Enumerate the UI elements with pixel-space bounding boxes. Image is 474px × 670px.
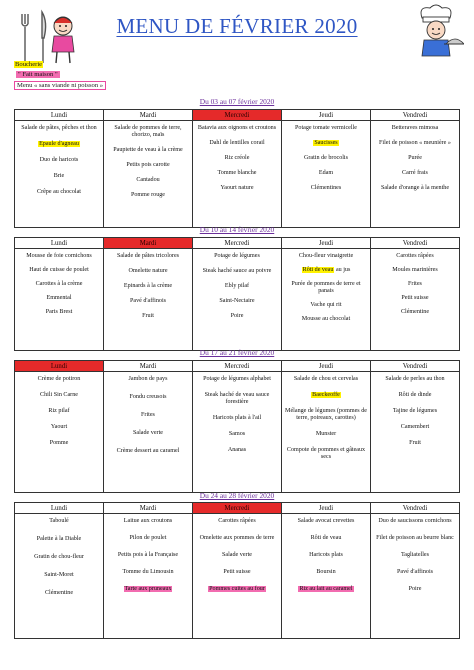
- dish-item: Haricots plats à l'ail: [212, 415, 262, 421]
- dish-item: Boursin: [316, 569, 336, 575]
- dish-item: Rôti de veau au jus: [302, 267, 351, 273]
- dish-item: Tagliatelles: [401, 552, 429, 558]
- dish-item: Duo de haricots: [39, 157, 79, 163]
- dish-item: Rôti de dinde: [398, 392, 432, 398]
- dish-item: Epaule d'agneau: [39, 141, 79, 147]
- week-title: Du 03 au 07 février 2020: [199, 97, 275, 106]
- legend-boucherie: Boucherie: [15, 61, 43, 68]
- dish-item: Salade de pâtes, pêches et thon: [21, 125, 97, 131]
- dish-item: Carottes râpées: [396, 253, 434, 259]
- dish-item: Salade verte: [133, 430, 163, 436]
- day-menu-cell: [193, 372, 282, 493]
- week-title: Du 10 au 14 février 2020: [199, 225, 275, 234]
- dish-item: Pavé d'affinois: [129, 298, 167, 304]
- dish-item: Petit suisse: [223, 569, 251, 575]
- dish-item: Pomme: [49, 440, 69, 446]
- dish-item: Edam: [318, 170, 334, 176]
- dish-item: Crème de potiron: [37, 376, 81, 382]
- dish-item: Salade d'orange à la menthe: [380, 185, 450, 191]
- dish-item: Laitue aux croutons: [123, 518, 173, 524]
- day-menu-cell: [282, 514, 371, 639]
- dish-item: Ananas: [227, 447, 247, 453]
- dish-item: Munster: [315, 431, 337, 437]
- day-menu-cell: [193, 121, 282, 228]
- dish-item: Salade de pâtes tricolores: [116, 253, 180, 259]
- day-header-jeudi: Jeudi: [282, 503, 371, 514]
- week-title: Du 24 au 28 février 2020: [199, 491, 275, 500]
- dish-item: Camembert: [400, 424, 430, 430]
- fork-icon: [22, 14, 28, 63]
- dish-item: Mousse de foie cornichons: [26, 253, 92, 259]
- dish-item: Yaourt nature: [220, 185, 254, 191]
- day-menu-cell: [282, 249, 371, 351]
- day-menu-cell: [371, 249, 460, 351]
- chef-hat-icon: [421, 5, 451, 22]
- dish-item: Pomme rouge: [130, 192, 166, 198]
- dish-item: Pilon de poulet: [129, 535, 167, 541]
- week-table: [14, 109, 460, 228]
- dish-item: Gratin de brocolis: [304, 155, 348, 161]
- week-table: [14, 502, 460, 639]
- dish-item: Crème dessert au caramel: [116, 448, 180, 454]
- week-title: Du 17 au 21 février 2020: [199, 348, 275, 357]
- legend: [14, 60, 106, 90]
- dish-item: Petit suisse: [401, 295, 429, 301]
- dish-item: Petits pois à la Française: [117, 552, 179, 558]
- day-header-mardi: Mardi: [104, 361, 193, 372]
- dish-item: Omelette nature: [128, 268, 168, 274]
- day-header-jeudi: Jeudi: [282, 110, 371, 121]
- knife-icon: [42, 12, 46, 63]
- dish-item: Clémentine: [44, 590, 74, 596]
- dish-item: Mousse au chocolat: [301, 316, 351, 322]
- dish-item: Filet de poisson « meunière »: [379, 140, 451, 146]
- dish-item: Riz au lait au caramel: [299, 586, 353, 592]
- day-menu-cell: [15, 372, 104, 493]
- dish-item: Moules marinières: [392, 267, 438, 273]
- kid-icon: [52, 17, 74, 63]
- dish-item: Palette à la Diable: [36, 536, 82, 542]
- dish-item: Tajine de légumes: [392, 408, 438, 414]
- dish-item: Chou-fleur vinaigrette: [298, 253, 354, 259]
- dish-item: Batavia aux oignons et croutons: [197, 125, 277, 131]
- dish-item: Steak haché de veau sauce forestière: [204, 392, 270, 405]
- dish-item: Paupiette de veau à la crème: [113, 147, 183, 153]
- day-header-vendredi: Vendredi: [371, 503, 460, 514]
- dish-item: Pommes cuites au four: [209, 586, 265, 592]
- dish-item: Salade avocat crevettes: [297, 518, 355, 524]
- day-menu-cell: [15, 121, 104, 228]
- day-header-mercredi: Mercredi: [193, 361, 282, 372]
- day-header-vendredi: Vendredi: [371, 238, 460, 249]
- day-header-mercredi: Mercredi: [193, 238, 282, 249]
- day-header-mercredi: Mercredi: [193, 110, 282, 121]
- dish-item: Emmental: [46, 295, 72, 301]
- day-header-jeudi: Jeudi: [282, 238, 371, 249]
- day-header-lundi: Lundi: [15, 361, 104, 372]
- dish-item: Mélange de légumes (pommes de terre, poireaux, carottes): [285, 408, 367, 421]
- chef-illustration: [408, 4, 464, 62]
- day-menu-cell: [104, 249, 193, 351]
- dish-item: Paris Brest: [45, 309, 73, 315]
- dish-item: Purée: [408, 155, 422, 161]
- dish-item: Fruit: [409, 440, 421, 446]
- dish-item: Saucisses: [314, 140, 338, 146]
- day-menu-cell: [193, 249, 282, 351]
- day-header-mardi: Mardi: [104, 110, 193, 121]
- dish-item: Duo de saucissons cornichons: [378, 518, 452, 524]
- day-header-lundi: Lundi: [15, 110, 104, 121]
- dish-item: Clémentines: [310, 185, 342, 191]
- day-menu-cell: [104, 514, 193, 639]
- dish-item: Gratin de chou-fleur: [34, 554, 84, 560]
- dish-item: Frites: [141, 412, 155, 418]
- day-menu-cell: [371, 372, 460, 493]
- dish-item: Cantadou: [136, 177, 160, 183]
- day-header-vendredi: Vendredi: [371, 110, 460, 121]
- dish-item: Steak haché sauce au poivre: [202, 268, 272, 274]
- day-menu-cell: [282, 121, 371, 228]
- dish-item: Tomme blanche: [217, 170, 257, 176]
- dish-item: Taboulé: [49, 518, 69, 524]
- dish-item: Carottes râpées: [218, 518, 256, 524]
- day-menu-cell: [371, 514, 460, 639]
- day-header-vendredi: Vendredi: [371, 361, 460, 372]
- dish-item: Baeckeoffe: [312, 392, 340, 398]
- dish-item: Haricots plats: [309, 552, 343, 558]
- dish-item: Salade de perles au thon: [385, 376, 445, 382]
- dish-item: Salade de pommes de terre, chorizo, maïs: [114, 125, 182, 138]
- dish-item: Dahl de lentilles corail: [209, 140, 265, 146]
- dish-item: Compote de pommes et gâteaux secs: [286, 447, 366, 460]
- dish-item: Rôti de veau: [310, 535, 342, 541]
- dish-item: Potage de légumes alphabet: [203, 376, 271, 382]
- day-header-mardi: Mardi: [104, 503, 193, 514]
- page-title: MENU DE FÉVRIER 2020: [116, 14, 358, 38]
- dish-item: Petits pois carotte: [126, 162, 170, 168]
- day-menu-cell: [371, 121, 460, 228]
- dish-item: Epinards à la crème: [123, 283, 173, 289]
- dish-item: Chili Sin Carne: [40, 392, 78, 398]
- day-menu-cell: [15, 249, 104, 351]
- legend-fait-maison: " Fait maison ": [18, 71, 58, 78]
- week-table: [14, 360, 460, 493]
- day-header-lundi: Lundi: [15, 238, 104, 249]
- dish-item: Saint-Moret: [44, 572, 74, 578]
- dish-item: Haut de cuisse de poulet: [29, 267, 89, 273]
- dish-item: Yaourt: [50, 424, 68, 430]
- day-menu-cell: [282, 372, 371, 493]
- dish-item: Fondu creusois: [129, 394, 167, 400]
- dish-item: Carottes à la crème: [35, 281, 83, 287]
- dish-item: Clémentine: [400, 309, 430, 315]
- dish-item: Saint-Nectaire: [219, 298, 255, 304]
- cutlery-kid-illustration: [14, 8, 84, 66]
- dish-item: Riz pilaf: [48, 408, 70, 414]
- day-menu-cell: [104, 372, 193, 493]
- dish-item: Tarte aux pruneaux: [124, 586, 172, 592]
- dish-item: Fruit: [142, 313, 154, 319]
- dish-item: Brie: [53, 173, 65, 179]
- dish-item: Salade de chou et cervelas: [293, 376, 359, 382]
- dish-item: Potage de légumes: [214, 253, 260, 259]
- dish-item: Poire: [408, 586, 422, 592]
- dish-item: Omelette aux pommes de terre: [199, 535, 275, 541]
- day-header-lundi: Lundi: [15, 503, 104, 514]
- dish-item: Tomme du Limousin: [122, 569, 174, 575]
- dish-item: Riz créole: [224, 155, 250, 161]
- dish-item: Pavé d'affinois: [396, 569, 434, 575]
- dish-item: Vache qui rit: [310, 302, 342, 308]
- day-header-jeudi: Jeudi: [282, 361, 371, 372]
- dish-item: Frites: [408, 281, 422, 287]
- week-table: [14, 237, 460, 351]
- day-menu-cell: [104, 121, 193, 228]
- day-header-mardi: Mardi: [104, 238, 193, 249]
- day-menu-cell: [193, 514, 282, 639]
- dish-item: Poire: [230, 313, 244, 319]
- dish-item: Betteraves mimosa: [391, 125, 439, 131]
- dish-item: Salade verte: [222, 552, 252, 558]
- dish-item: Ebly pilaf: [224, 283, 250, 289]
- dish-item: Crêpe au chocolat: [37, 189, 81, 195]
- dish-item: Filet de poisson au beurre blanc: [376, 535, 454, 541]
- dish-item: Potage tomate vermicelle: [295, 125, 357, 131]
- dish-item: Jambon de pays: [128, 376, 168, 382]
- dish-item: Purée de pommes de terre et panais: [291, 281, 361, 294]
- dish-item: Samos: [228, 431, 246, 437]
- day-menu-cell: [15, 514, 104, 639]
- legend-sans-viande: Menu « sans viande ni poisson »: [14, 81, 106, 90]
- day-header-mercredi: Mercredi: [193, 503, 282, 514]
- dish-item: Carré frais: [402, 170, 428, 176]
